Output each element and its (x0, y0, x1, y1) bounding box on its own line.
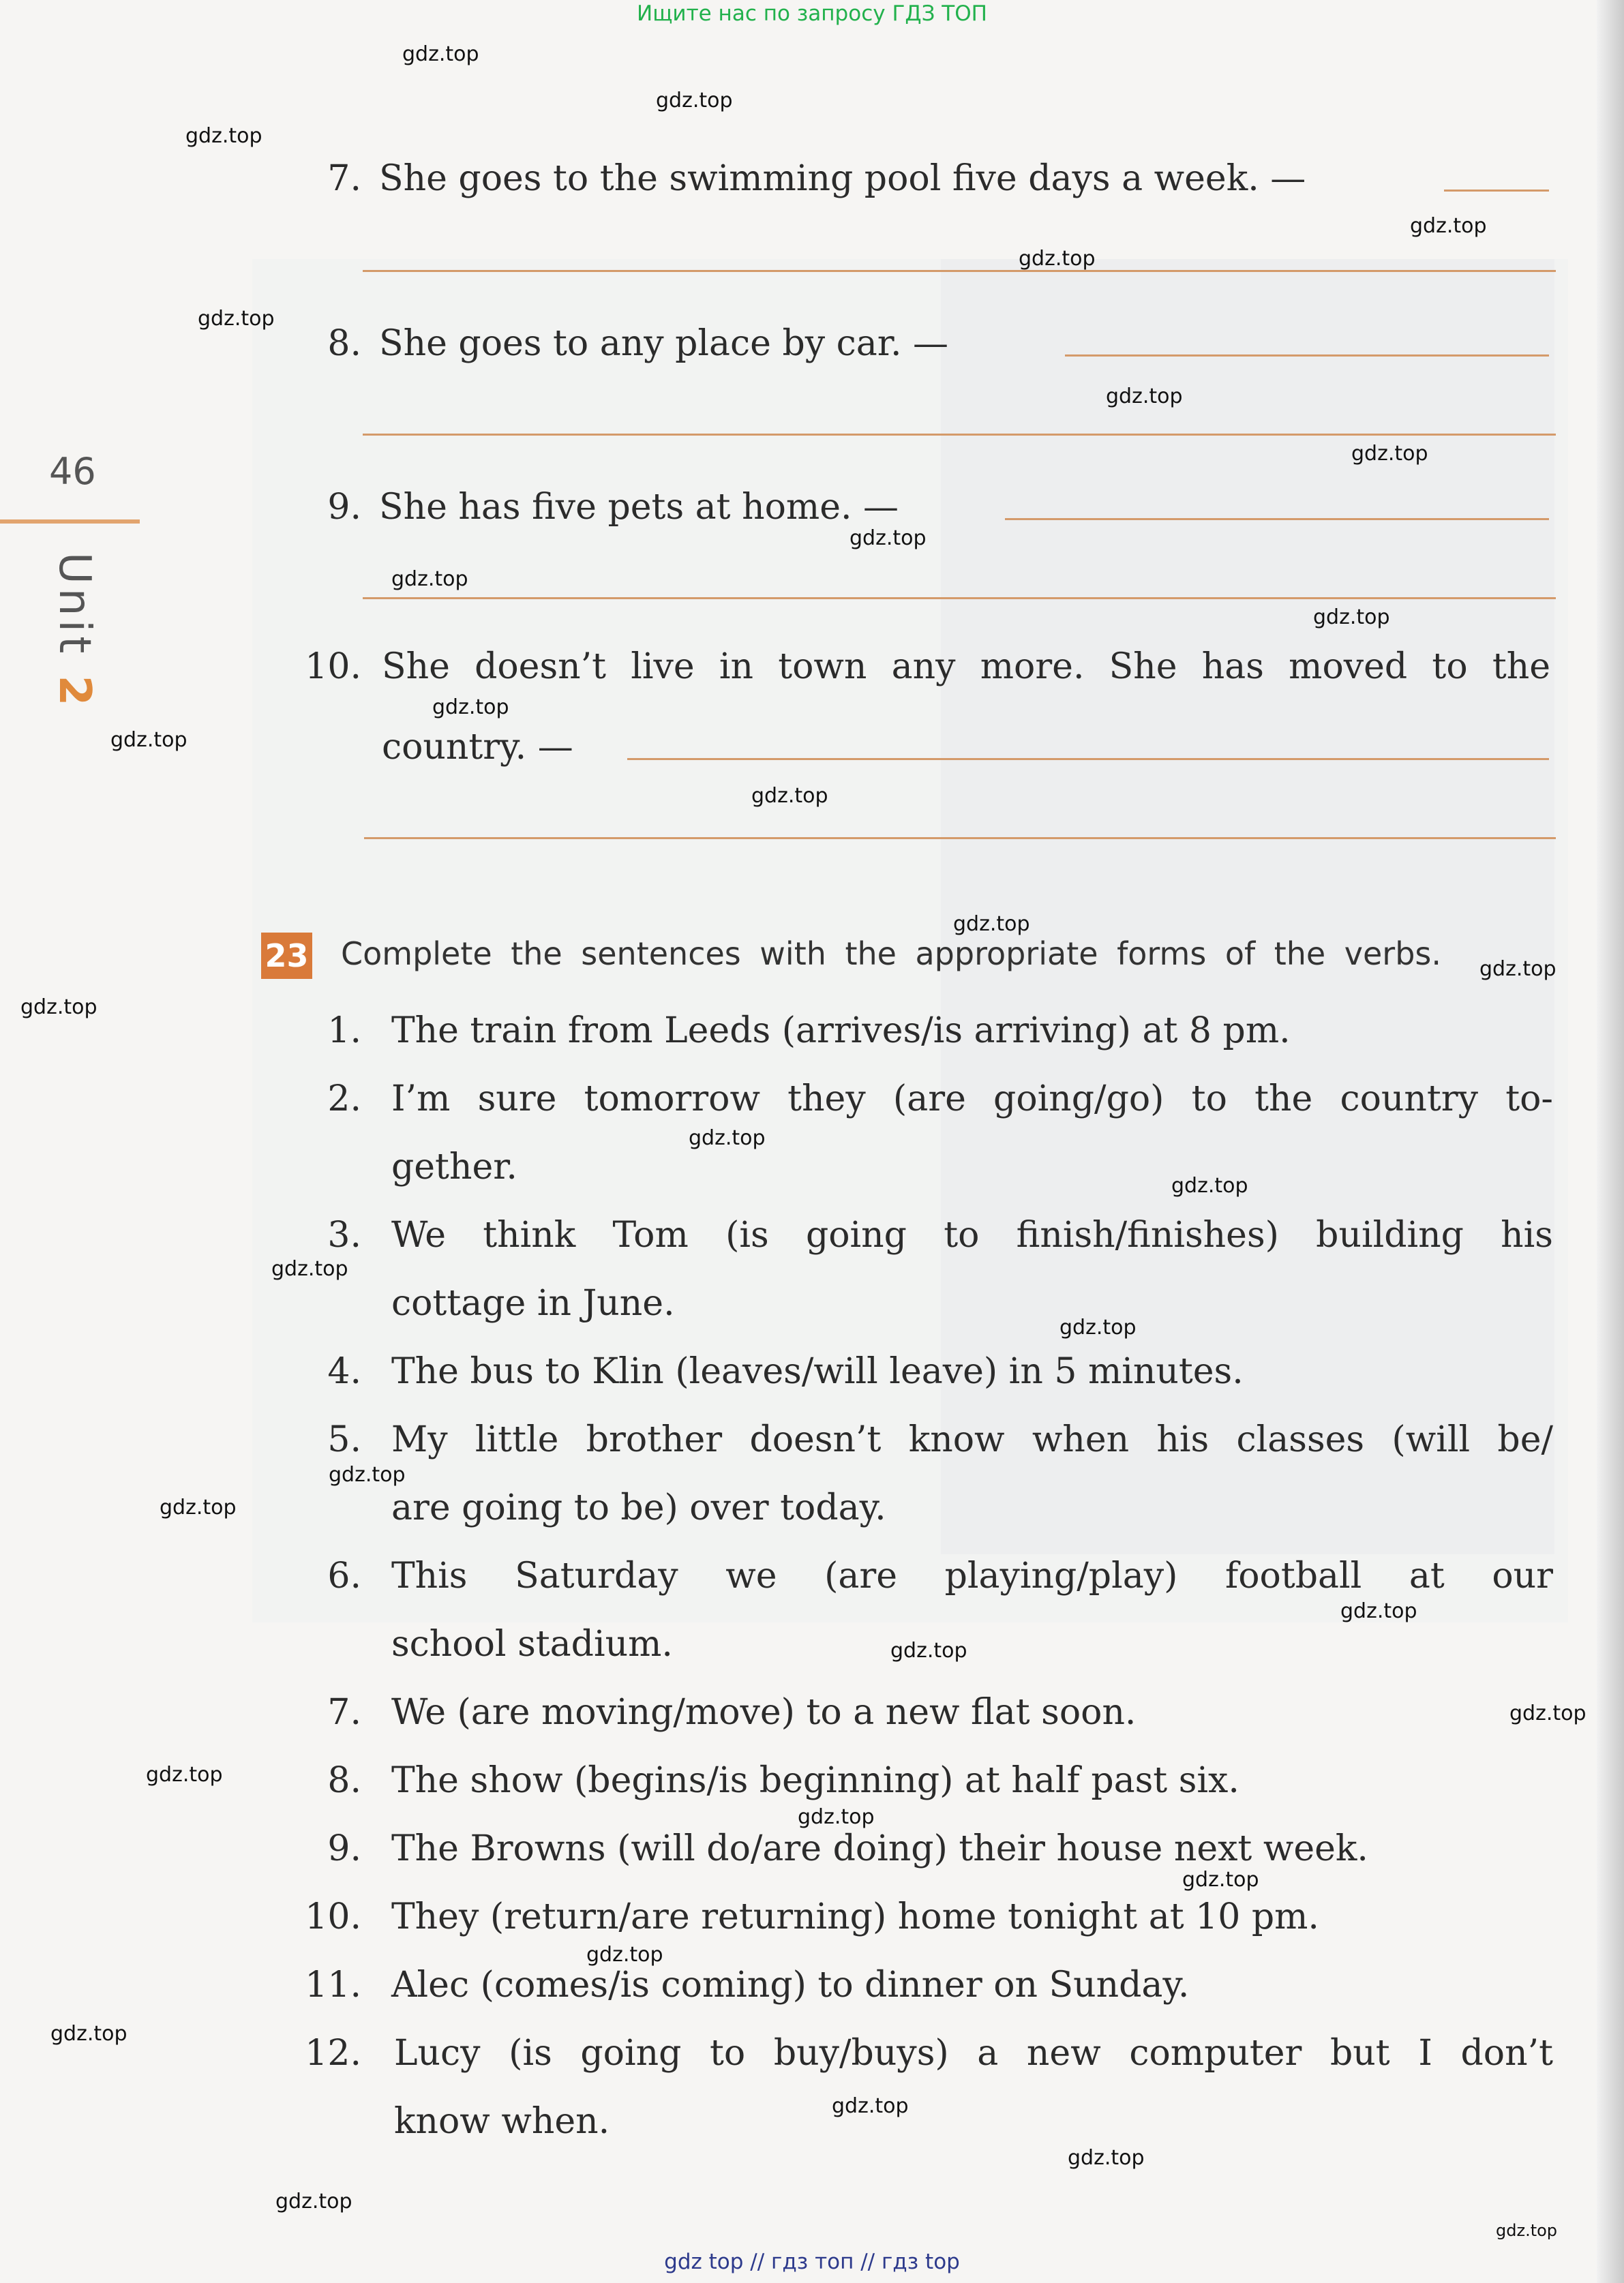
watermark: gdz.top (1171, 1174, 1248, 1198)
prev-item-8-number: 8. (327, 323, 361, 364)
item-11-number: 11. (305, 1965, 361, 2006)
item-8-text: The show (begins/is beginning) at half past six. (391, 1760, 1239, 1801)
item-5-text-cont: are going to be) over today. (391, 1487, 886, 1528)
watermark: gdz.top (1019, 247, 1096, 271)
watermark: gdz.top (1351, 442, 1428, 466)
prev-item-8-text: She goes to any place by car. — (379, 323, 948, 364)
watermark: gdz.top (50, 2022, 127, 2046)
answer-line[interactable] (363, 270, 1556, 272)
watermark: gdz.top (432, 695, 509, 719)
item-12-text-cont: know when. (394, 2101, 610, 2142)
watermark: gdz.top (751, 784, 828, 808)
watermark: gdz.top (1410, 214, 1487, 238)
item-1-number: 1. (327, 1010, 361, 1051)
item-6-text: This Saturday we (are playing/play) football at our (391, 1556, 1553, 1597)
answer-line[interactable] (1065, 354, 1549, 357)
item-12-text: Lucy (is going to buy/buys) a new computer but I don’t (394, 2033, 1553, 2074)
prev-item-7-text: She goes to the swimming pool five days a week. — (379, 158, 1306, 199)
item-3-number: 3. (327, 1215, 361, 1256)
watermark: gdz.top (849, 526, 927, 550)
item-6-text-cont: school stadium. (391, 1624, 673, 1665)
unit-label (45, 552, 106, 750)
unit-number: 2 (49, 675, 100, 710)
item-10-number: 10. (305, 1896, 361, 1937)
item-2-text: I’m sure tomorrow they (are going/go) to the country to- (391, 1078, 1553, 1119)
item-12-number: 12. (305, 2033, 361, 2074)
watermark: gdz.top (1068, 2146, 1145, 2170)
watermark: gdz.top (185, 124, 262, 148)
item-3-text: We think Tom (is going to finish/finishes) building his (391, 1215, 1553, 1256)
prev-item-7-number: 7. (327, 158, 361, 199)
item-6-number: 6. (327, 1556, 361, 1597)
watermark: gdz.top (275, 2190, 352, 2213)
watermark: gdz.top (329, 1463, 406, 1487)
item-11-text: Alec (comes/is coming) to dinner on Sunday. (391, 1965, 1190, 2006)
item-2-number: 2. (327, 1078, 361, 1119)
watermark: gdz.top (1496, 2221, 1558, 2240)
watermark: gdz.top (1059, 1316, 1137, 1340)
bottom-banner[interactable]: gdz top // гдз топ // гдз top (664, 2250, 960, 2274)
answer-line[interactable] (1444, 190, 1549, 192)
watermark: gdz.top (798, 1805, 875, 1829)
item-3-text-cont: cottage in June. (391, 1283, 675, 1324)
item-5-text: My little brother doesn’t know when his classes (will be/ (391, 1419, 1553, 1460)
item-2-text-cont: gether. (391, 1147, 517, 1188)
page-number-rule (0, 519, 140, 524)
exercise-number-badge: 23 (261, 933, 312, 979)
page-edge-shadow (1597, 0, 1624, 2283)
watermark: gdz.top (953, 912, 1030, 936)
watermark: gdz.top (402, 42, 479, 66)
item-1-text: The train from Leeds (arrives/is arriving) at 8 pm. (391, 1010, 1291, 1051)
watermark: gdz.top (890, 1639, 967, 1663)
prev-item-9-text: She has five pets at home. — (379, 487, 899, 528)
watermark: gdz.top (1313, 605, 1390, 629)
answer-line[interactable] (627, 758, 1549, 760)
answer-line[interactable] (363, 597, 1556, 599)
watermark: gdz.top (160, 1496, 237, 1520)
item-4-number: 4. (327, 1351, 361, 1392)
answer-line[interactable] (364, 837, 1556, 839)
prev-item-10-text: She doesn’t live in town any more. She has moved to the (382, 646, 1550, 687)
item-9-number: 9. (327, 1828, 361, 1869)
watermark: gdz.top (1479, 957, 1557, 981)
watermark: gdz.top (391, 567, 468, 591)
item-5-number: 5. (327, 1419, 361, 1460)
item-7-text: We (are moving/move) to a new flat soon. (391, 1692, 1137, 1733)
watermark: gdz.top (586, 1943, 663, 1967)
watermark: gdz.top (832, 2094, 909, 2118)
item-10-text: They (return/are returning) home tonight at 10 pm. (391, 1896, 1319, 1937)
answer-line[interactable] (1005, 518, 1549, 520)
item-9-text: The Browns (will do/are doing) their house next week. (391, 1828, 1368, 1869)
watermark: gdz.top (110, 728, 187, 752)
watermark: gdz.top (1182, 1868, 1259, 1892)
exercise-instruction: Complete the sentences with the appropriate forms of the verbs. (341, 935, 1441, 972)
watermark: gdz.top (1106, 384, 1183, 408)
watermark: gdz.top (656, 89, 733, 112)
item-4-text: The bus to Klin (leaves/will leave) in 5 minutes. (391, 1351, 1244, 1392)
watermark: gdz.top (198, 307, 275, 331)
item-8-number: 8. (327, 1760, 361, 1801)
watermark: gdz.top (146, 1763, 223, 1787)
top-banner[interactable]: Ищите нас по запросу ГДЗ ТОП (637, 1, 987, 26)
watermark: gdz.top (689, 1126, 766, 1150)
answer-line[interactable] (363, 434, 1556, 436)
prev-item-10-cont: country. — (382, 727, 573, 768)
watermark: gdz.top (20, 995, 97, 1019)
prev-item-10-number: 10. (305, 646, 361, 687)
item-7-number: 7. (327, 1692, 361, 1733)
watermark: gdz.top (1509, 1702, 1587, 1725)
page-number: 46 (49, 450, 96, 493)
watermark: gdz.top (271, 1257, 348, 1281)
unit-word: Unit (49, 552, 100, 658)
prev-item-9-number: 9. (327, 487, 361, 528)
watermark: gdz.top (1340, 1599, 1417, 1623)
